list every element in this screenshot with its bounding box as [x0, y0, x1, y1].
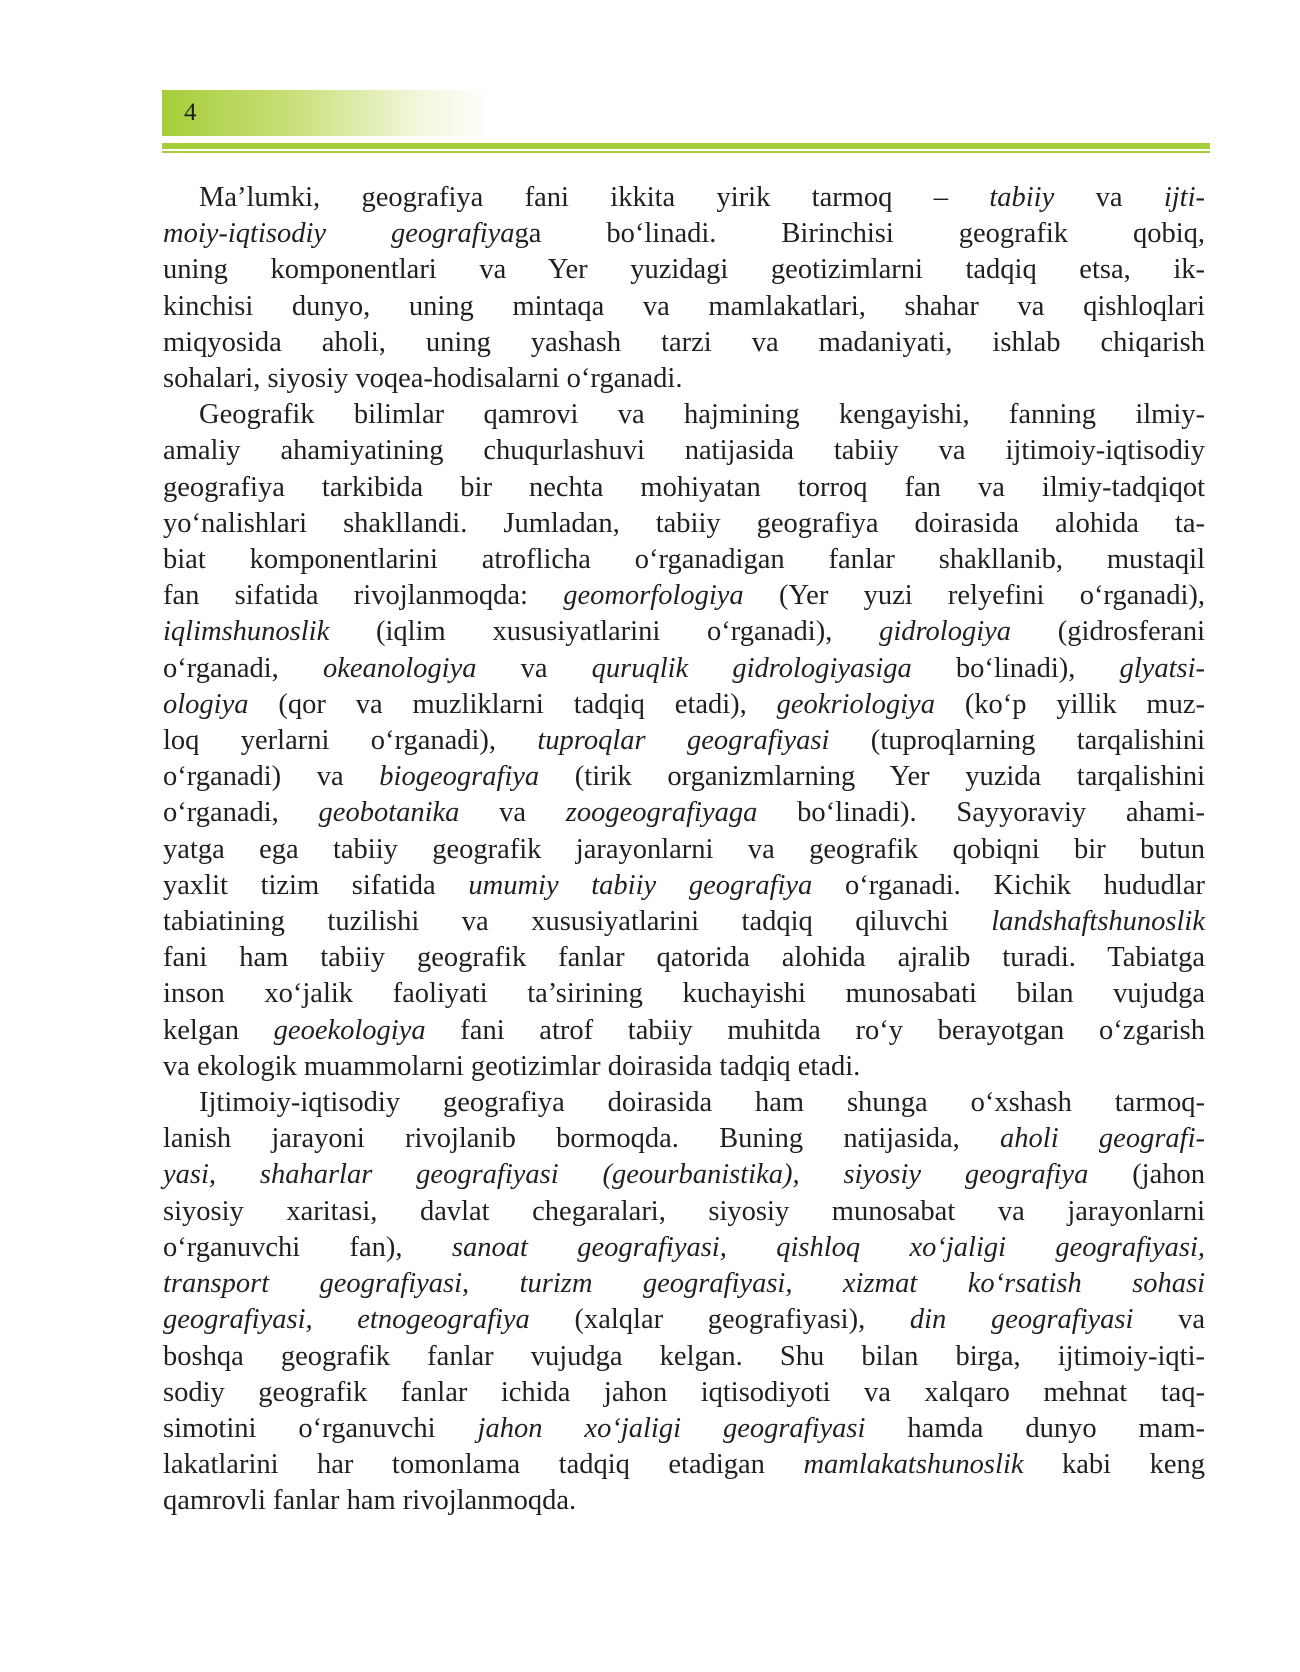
italic-term: geoekologiya [273, 1014, 426, 1046]
text-run: (ko‘p yillik muz- [934, 688, 1205, 720]
text-line [163, 1483, 1205, 1519]
text-line [163, 433, 1205, 469]
text-run: (jahon [1088, 1159, 1205, 1191]
page-number: 4 [184, 99, 197, 126]
italic-term: ijti- [1163, 182, 1205, 213]
text-line [163, 361, 1205, 397]
text-run: Ma’lumki, geografiya fani ikkita yirik tarmoq – [199, 182, 990, 213]
text-run: amaliy ahamiyatining chuqurlashuvi natijasida tabiiy va ijtimoiy-iqtisodiy [163, 435, 1205, 467]
italic-term: okeanologiya [322, 652, 477, 684]
header-rule-thin [162, 151, 1210, 153]
text-line [163, 1157, 1205, 1193]
paragraph [163, 1085, 1205, 1519]
text-run: yatga ega tabiiy geografik jarayonlarni va geografik qobiqni bir butun [163, 833, 1205, 865]
text-run: fan sifatida rivojlanmoqda: [163, 580, 564, 612]
text-line [163, 1266, 1205, 1302]
text-run: geografiya tarkibida bir nechta mohiyatan torroq fan va ilmiy-tadqiqot [163, 471, 1205, 503]
text-run: fani atrof tabiiy muhitda ro‘y berayotgan o‘zgarish [425, 1014, 1206, 1046]
italic-term: yasi, shaharlar geografiyasi (geourbanistika), siyosiy geografiya [163, 1159, 1089, 1191]
italic-term: iqlimshunoslik [163, 616, 330, 648]
text-line [163, 289, 1205, 325]
text-run: fani ham tabiiy geografik fanlar qatorida alohida ajralib turadi. Tabiatga [163, 942, 1205, 974]
text-line [163, 1013, 1205, 1049]
text-run: (iqlim xususiyatlarini o‘rganadi), [329, 616, 880, 648]
text-run: lakatlarini har tomonlama tadqiq etadigan [163, 1449, 804, 1481]
text-line [163, 470, 1205, 506]
text-run: o‘rganadi. Kichik hududlar [812, 869, 1205, 901]
italic-term: glyatsi- [1119, 652, 1206, 684]
text-line [163, 252, 1205, 288]
text-line [163, 940, 1205, 976]
text-run: yaxlit tizim sifatida [163, 869, 469, 901]
italic-term: jahon xo‘jaligi geografiyasi [477, 1412, 866, 1444]
text-line [163, 1121, 1205, 1157]
italic-term: geomorfologiya [563, 580, 744, 612]
text-line [163, 832, 1205, 868]
text-line [163, 1411, 1205, 1447]
text-run: bo‘linadi), [911, 652, 1120, 684]
text-line [163, 1302, 1205, 1338]
italic-term: gidrologiya [879, 616, 1012, 648]
text-line [163, 759, 1205, 795]
text-run: lanish jarayoni rivojlanib bormoqda. Buning natijasida, [163, 1123, 1001, 1155]
italic-term: , din geografiyasi [858, 1304, 1134, 1336]
italic-term: aholi geografi- [1000, 1123, 1206, 1155]
italic-term: quruqlik gidrologiyasiga [591, 652, 912, 684]
italic-term: geobotanika [318, 797, 460, 829]
italic-term: biogeografiya [379, 761, 540, 793]
text-line [163, 1339, 1205, 1375]
text-run: uning komponentlari va Yer yuzidagi geotizimlarni tadqiq etsa, ik- [163, 254, 1205, 286]
text-line [163, 1447, 1205, 1483]
text-line [163, 1230, 1205, 1266]
text-run: o‘rganuvchi fan), [163, 1231, 452, 1263]
text-line [163, 795, 1205, 831]
text-line [163, 180, 1205, 216]
text-line [163, 542, 1205, 578]
italic-term: tabiiy [989, 182, 1055, 213]
text-line [163, 1375, 1205, 1411]
text-line [163, 1194, 1205, 1230]
text-line [163, 868, 1205, 904]
italic-term: tuproqlar geografiyasi [537, 725, 830, 757]
header-rule-thick [162, 143, 1210, 149]
text-run: va ekologik muammolarni geotizimlar doirasida tadqiq etadi. [163, 1050, 861, 1082]
text-line [163, 614, 1205, 650]
text-run: (tuproqlarning tarqalishini [829, 725, 1205, 757]
italic-term: ologiya [163, 688, 249, 720]
italic-term: umumiy tabiiy geografiya [468, 869, 813, 901]
text-run: va [459, 797, 566, 829]
body-text [163, 180, 1205, 1520]
text-line [163, 506, 1205, 542]
text-run: inson xo‘jalik faoliyati ta’sirining kuchayishi munosabati bilan vujudga [163, 978, 1205, 1010]
text-run: biat komponentlarini atroflicha o‘rganadigan fanlar shakllanib, mustaqil [163, 544, 1205, 576]
text-run: sodiy geografik fanlar ichida jahon iqtisodiyoti va xalqaro mehnat taq- [163, 1376, 1205, 1408]
italic-term: geografiyasi, etnogeografiya [163, 1304, 530, 1336]
text-run: kinchisi dunyo, uning mintaqa va mamlakatlari, shahar va qishloqlari [163, 290, 1205, 322]
italic-term: transport geografiyasi, turizm geografiyasi, xizmat ko‘rsatish sohasi [163, 1268, 1205, 1300]
text-run: siyosiy xaritasi, davlat chegaralari, siyosiy munosabat va jarayonlarni [163, 1195, 1205, 1227]
text-run: hamda dunyo mam- [865, 1412, 1206, 1444]
italic-term: sanoat geografiyasi, qishloq xo‘jaligi geografiyasi, [451, 1231, 1205, 1263]
text-run: (gidrosferani [1011, 616, 1205, 648]
text-line [163, 1085, 1205, 1121]
text-line [163, 216, 1205, 252]
text-run: (xalqlar geografiyasi) [529, 1304, 859, 1336]
text-run: (Yer yuzi relyefini o‘rganadi), [743, 580, 1205, 612]
text-run: va [476, 652, 592, 684]
text-run: kelgan [163, 1014, 274, 1046]
text-run: boshqa geografik fanlar vujudga kelgan. Shu bilan birga, ijtimoiy-iqti- [163, 1340, 1205, 1372]
text-line [163, 1049, 1205, 1085]
italic-term: zoogeografiyaga [565, 797, 758, 829]
text-run: Geografik bilimlar qamrovi va hajmining kengayishi, fanning ilmiy- [199, 399, 1205, 431]
text-line [163, 723, 1205, 759]
text-line [163, 325, 1205, 361]
text-run: va [1133, 1304, 1205, 1336]
text-run: ga bo‘linadi. Birinchisi geografik qobiq, [514, 218, 1206, 250]
italic-term: geokriologiya [776, 688, 935, 720]
header-band [162, 90, 492, 136]
text-run: o‘rganadi) va [163, 761, 380, 793]
italic-term: moiy-iqtisodiy geografiya [163, 218, 515, 250]
text-run: yo‘nalishlari shakllandi. Jumladan, tabiiy geografiya doirasida alohida ta- [163, 507, 1205, 539]
italic-term: mamlakatshunoslik [803, 1449, 1024, 1481]
text-line [163, 904, 1205, 940]
text-run: va [1054, 182, 1164, 213]
text-run: loq yerlarni o‘rganadi), [163, 725, 538, 757]
text-line [163, 651, 1205, 687]
text-run: (qor va muzliklarni tadqiq etadi), [248, 688, 777, 720]
text-run: kabi keng [1023, 1449, 1205, 1481]
text-run: (tirik organizmlarning Yer yuzida tarqalishini [539, 761, 1206, 793]
text-line [163, 687, 1205, 723]
text-line [163, 578, 1205, 614]
text-run: o‘rganadi, [163, 797, 319, 829]
paragraph [163, 180, 1205, 397]
text-run: Ijtimoiy-iqtisodiy geografiya doirasida ham shunga o‘xshash tarmoq- [199, 1087, 1205, 1119]
text-run: o‘rganadi, [163, 652, 323, 684]
text-run: tabiatining tuzilishi va xususiyatlarini tadqiq qiluvchi [163, 906, 992, 938]
text-run: simotini o‘rganuvchi [163, 1412, 478, 1444]
text-run: bo‘linadi). Sayyoraviy ahami- [757, 797, 1206, 829]
text-line [163, 397, 1205, 433]
text-run: qamrovli fanlar ham rivojlanmoqda. [163, 1485, 577, 1517]
text-run: miqyosida aholi, uning yashash tarzi va madaniyati, ishlab chiqarish [163, 326, 1205, 358]
italic-term: landshaftshunoslik [991, 906, 1205, 938]
text-run: sohalari, siyosiy voqea-hodisalarni o‘rganadi. [163, 363, 683, 395]
text-line [163, 976, 1205, 1012]
paragraph [163, 397, 1205, 1085]
